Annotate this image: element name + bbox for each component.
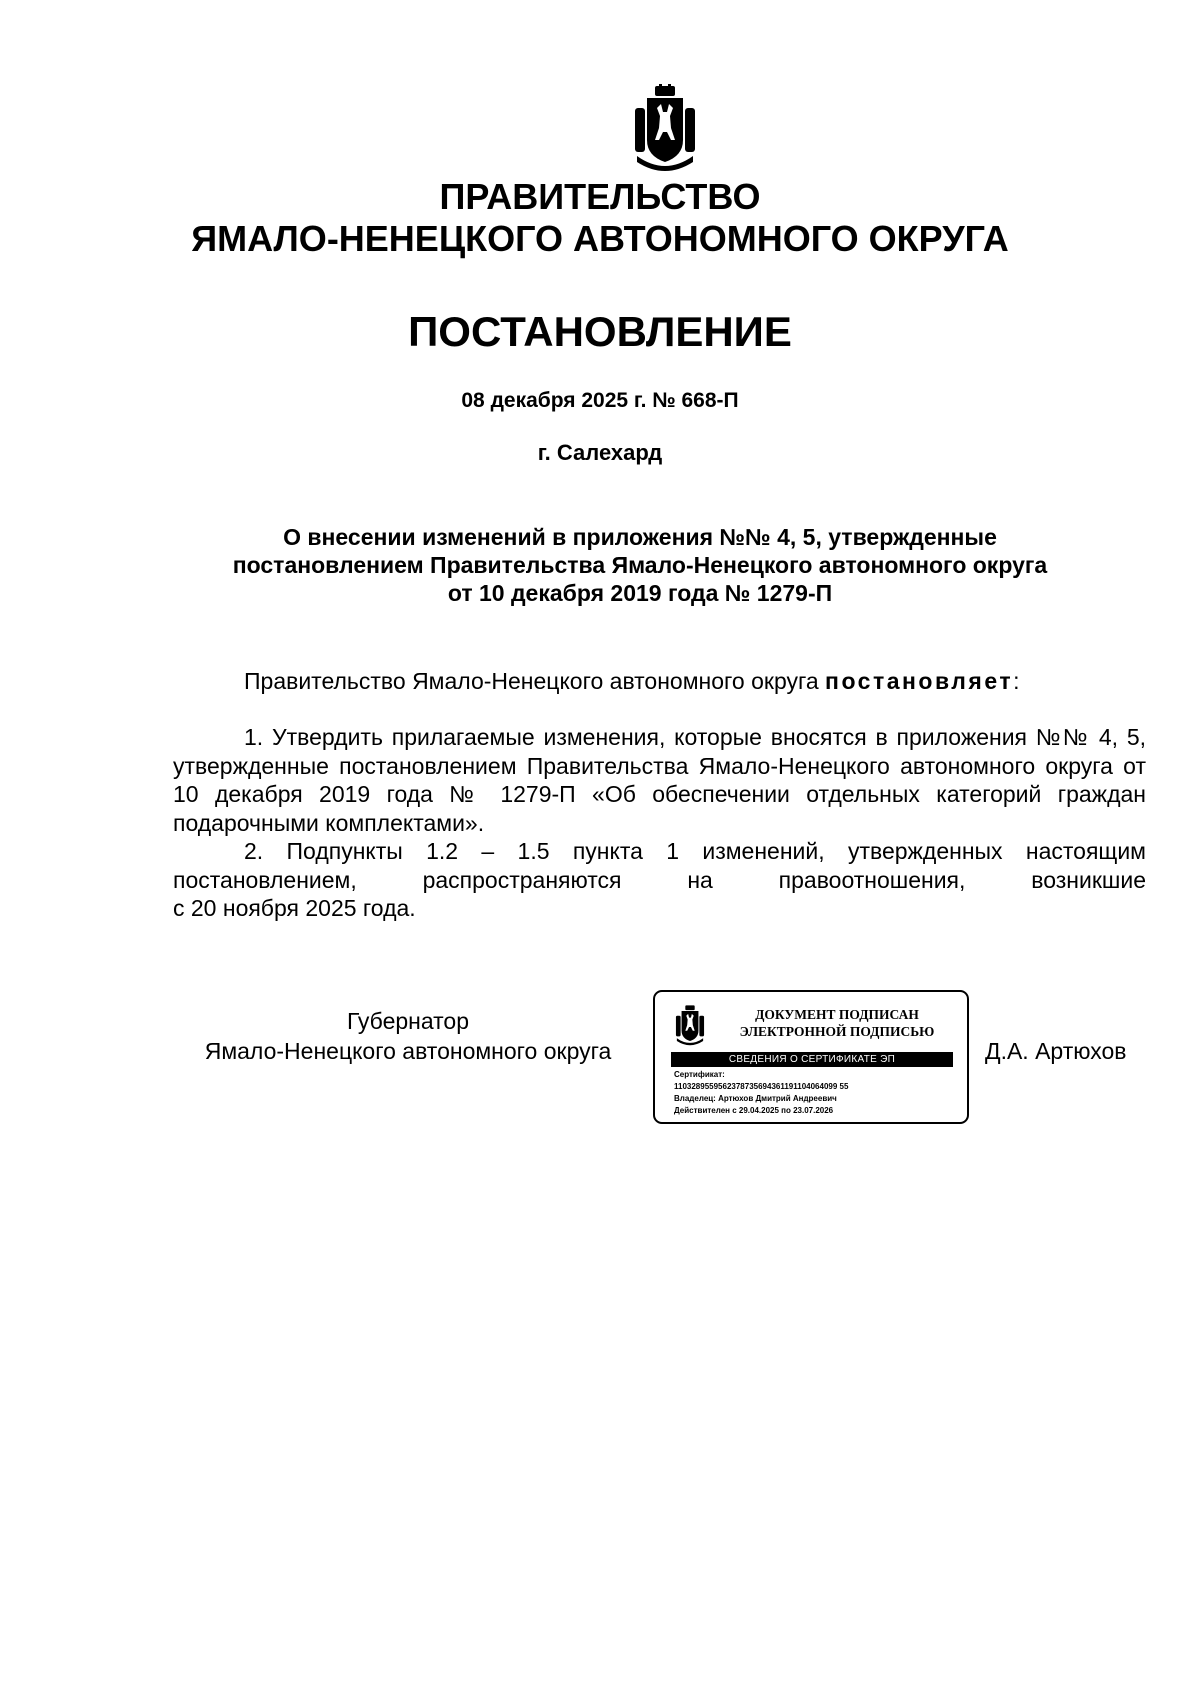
document-city: г. Салехард <box>537 440 663 465</box>
document-subject <box>160 523 1120 607</box>
stamp-coat-of-arms-icon <box>675 1004 705 1048</box>
resolution-item-2-tail: с 20 ноября 2025 года. <box>173 895 416 921</box>
stamp-title <box>717 1006 957 1040</box>
stamp-certificate-header: СВЕДЕНИЯ О СЕРТИФИКАТЕ ЭП <box>671 1052 953 1067</box>
document-date-number: 08 декабря 2025 г. № 668-П <box>461 389 739 412</box>
electronic-signature-stamp <box>653 990 969 1124</box>
resolution-item-1: 1. Утвердить прилагаемые изменения, которые вносятся в приложения №№ 4, 5, утвержденные постановлением Правительства Ямало-Ненецкого автономного округа от 10 декабря 2019 года № 1279-П «Об обеспечении отдельных категорий граждан подарочными комплектами». <box>173 724 1146 836</box>
coat-of-arms-icon <box>633 84 697 176</box>
signatory-position-line-1: Губернатор <box>346 1008 470 1034</box>
stamp-title-line-1: ДОКУМЕНТ ПОДПИСАН <box>755 1007 919 1022</box>
subject-line-3: от 10 декабря 2019 года № 1279-П <box>447 580 833 606</box>
preamble-emphasis: постановляет <box>825 668 1014 694</box>
stamp-certificate-details <box>674 1069 848 1117</box>
preamble-colon: : <box>1013 668 1020 694</box>
signatory-position <box>173 1006 643 1066</box>
stamp-cert-number: 1103289559562378735694361191104064099 55 <box>674 1082 849 1091</box>
preamble-text: Правительство Ямало-Ненецкого автономного округа <box>244 668 826 694</box>
document-type: ПОСТАНОВЛЕНИЕ <box>408 308 792 355</box>
resolution-item-2: 2. Подпункты 1.2 – 1.5 пункта 1 изменений, утвержденных настоящим постановлением, распространяются на правоотношения, возникшие <box>173 838 1146 893</box>
subject-line-2: постановлением Правительства Ямало-Ненецкого автономного округа <box>232 552 1048 578</box>
organization-line-1: ПРАВИТЕЛЬСТВО <box>439 176 761 217</box>
signatory-name: Д.А. Артюхов <box>985 1038 1127 1064</box>
stamp-cert-label: Сертификат: <box>674 1070 725 1079</box>
stamp-owner: Владелец: Артюхов Дмитрий Андреевич <box>674 1094 837 1103</box>
preamble <box>173 667 1146 696</box>
organization-title <box>0 176 1200 260</box>
stamp-title-line-2: ЭЛЕКТРОННОЙ ПОДПИСЬЮ <box>739 1024 935 1039</box>
organization-line-2: ЯМАЛО-НЕНЕЦКОГО АВТОНОМНОГО ОКРУГА <box>191 218 1009 259</box>
signatory-position-line-2: Ямало-Ненецкого автономного округа <box>204 1038 612 1064</box>
subject-line-1: О внесении изменений в приложения №№ 4, 5, утвержденные <box>283 524 997 550</box>
resolution-items <box>173 723 1146 923</box>
stamp-validity: Действителен с 29.04.2025 по 23.07.2026 <box>674 1106 834 1115</box>
